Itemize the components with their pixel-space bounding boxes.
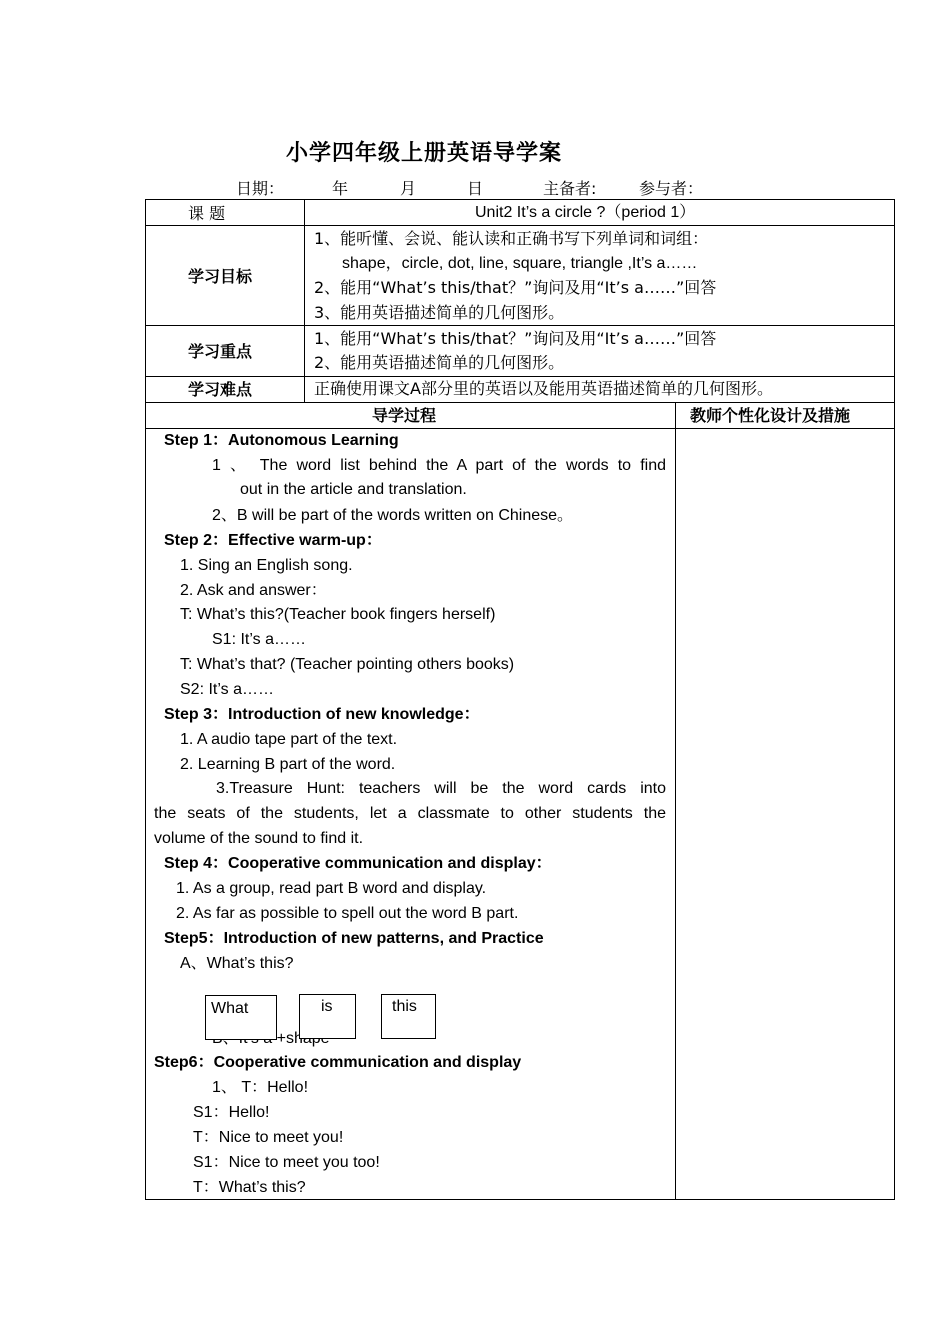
step4-line: 2. As far as possible to spell out the word B part. [176,905,519,922]
step3-line: the seats of the students, let a classmate to other students the [154,805,666,822]
preparer-label: 主备者: [543,179,597,198]
step3-line: 2. Learning B part of the word. [180,756,396,773]
key-item: 2、能用英语描述简单的几何图形。 [314,353,565,372]
step3-title: Step 3：Introduction of new knowledge： [164,706,480,723]
step6-line: T：Nice to meet you! [193,1129,344,1146]
step1-line: 2、B will be part of the words written on Chinese。 [212,507,574,524]
step2-line: 2. Ask and answer： [180,582,327,599]
step4-title: Step 4：Cooperative communication and display： [164,855,552,872]
word-box: is [299,994,356,1039]
topic-value: Unit2 It’s a circle ?（period 1） [475,204,696,221]
step1-line: out in the article and translation. [240,481,467,498]
step3-line: 3.Treasure Hunt: teachers will be the word cards into [216,780,666,797]
word-box: What [205,995,277,1040]
step6-title: Step6：Cooperative communication and display [154,1054,522,1071]
topic-label: 课 题 [188,204,226,223]
step2-line: T: What’s this?(Teacher book fingers herself) [180,606,496,623]
step1-line: 1 、 The word list behind the A part of the words to find [212,457,666,474]
process-header: 导学过程 [372,406,437,425]
step2-title: Step 2：Effective warm-up： [164,532,382,549]
day-label: 日 [467,179,484,198]
page-title: 小学四年级上册英语导学案 [286,141,563,166]
step2-line: 1. Sing an English song. [180,557,353,574]
difficulty-label: 学习难点 [188,380,253,399]
goal-item: 1、能听懂、会说、能认读和正确书写下列单词和词组： [314,229,709,248]
key-item: 1、能用“What’s this/that？”询问及用“It’s a……”回答 [314,329,717,348]
goal-item: 2、能用“What’s this/that？”询问及用“It’s a……”回答 [314,278,717,297]
step6-line: S1：Nice to meet you too! [193,1154,380,1171]
month-label: 月 [400,179,417,198]
teacher-header: 教师个性化设计及措施 [690,406,851,425]
participants-label: 参与者： [639,179,704,198]
step2-line: S2: It’s a…… [180,681,274,698]
step6-line: T：What’s this? [193,1179,306,1196]
step3-line: 1. A audio tape part of the text. [180,731,398,748]
step6-line: S1：Hello! [193,1104,270,1121]
step2-line: S1: It’s a…… [212,631,306,648]
goals-label: 学习目标 [188,267,253,286]
goal-item: 3、能用英语描述简单的几何图形。 [314,303,565,322]
word-box: this [381,994,436,1039]
step4-line: 1. As a group, read part B word and display. [176,880,487,897]
date-label: 日期： [236,179,285,198]
step3-line: volume of the sound to find it. [154,830,364,847]
year-label: 年 [332,179,349,198]
goal-item: shape，circle, dot, line, square, triangle ,It’s a…… [342,255,698,272]
difficulty-value: 正确使用课文A部分里的英语以及能用英语描述简单的几何图形。 [314,379,773,398]
step2-line: T: What’s that? (Teacher pointing others books) [180,656,515,673]
key-label: 学习重点 [188,342,253,361]
step5-line: A、What’s this? [180,955,294,972]
step1-title: Step 1：Autonomous Learning [164,432,399,449]
step6-line: 1、 T：Hello! [212,1079,309,1096]
step5-title: Step5：Introduction of new patterns, and Practice [164,930,544,947]
